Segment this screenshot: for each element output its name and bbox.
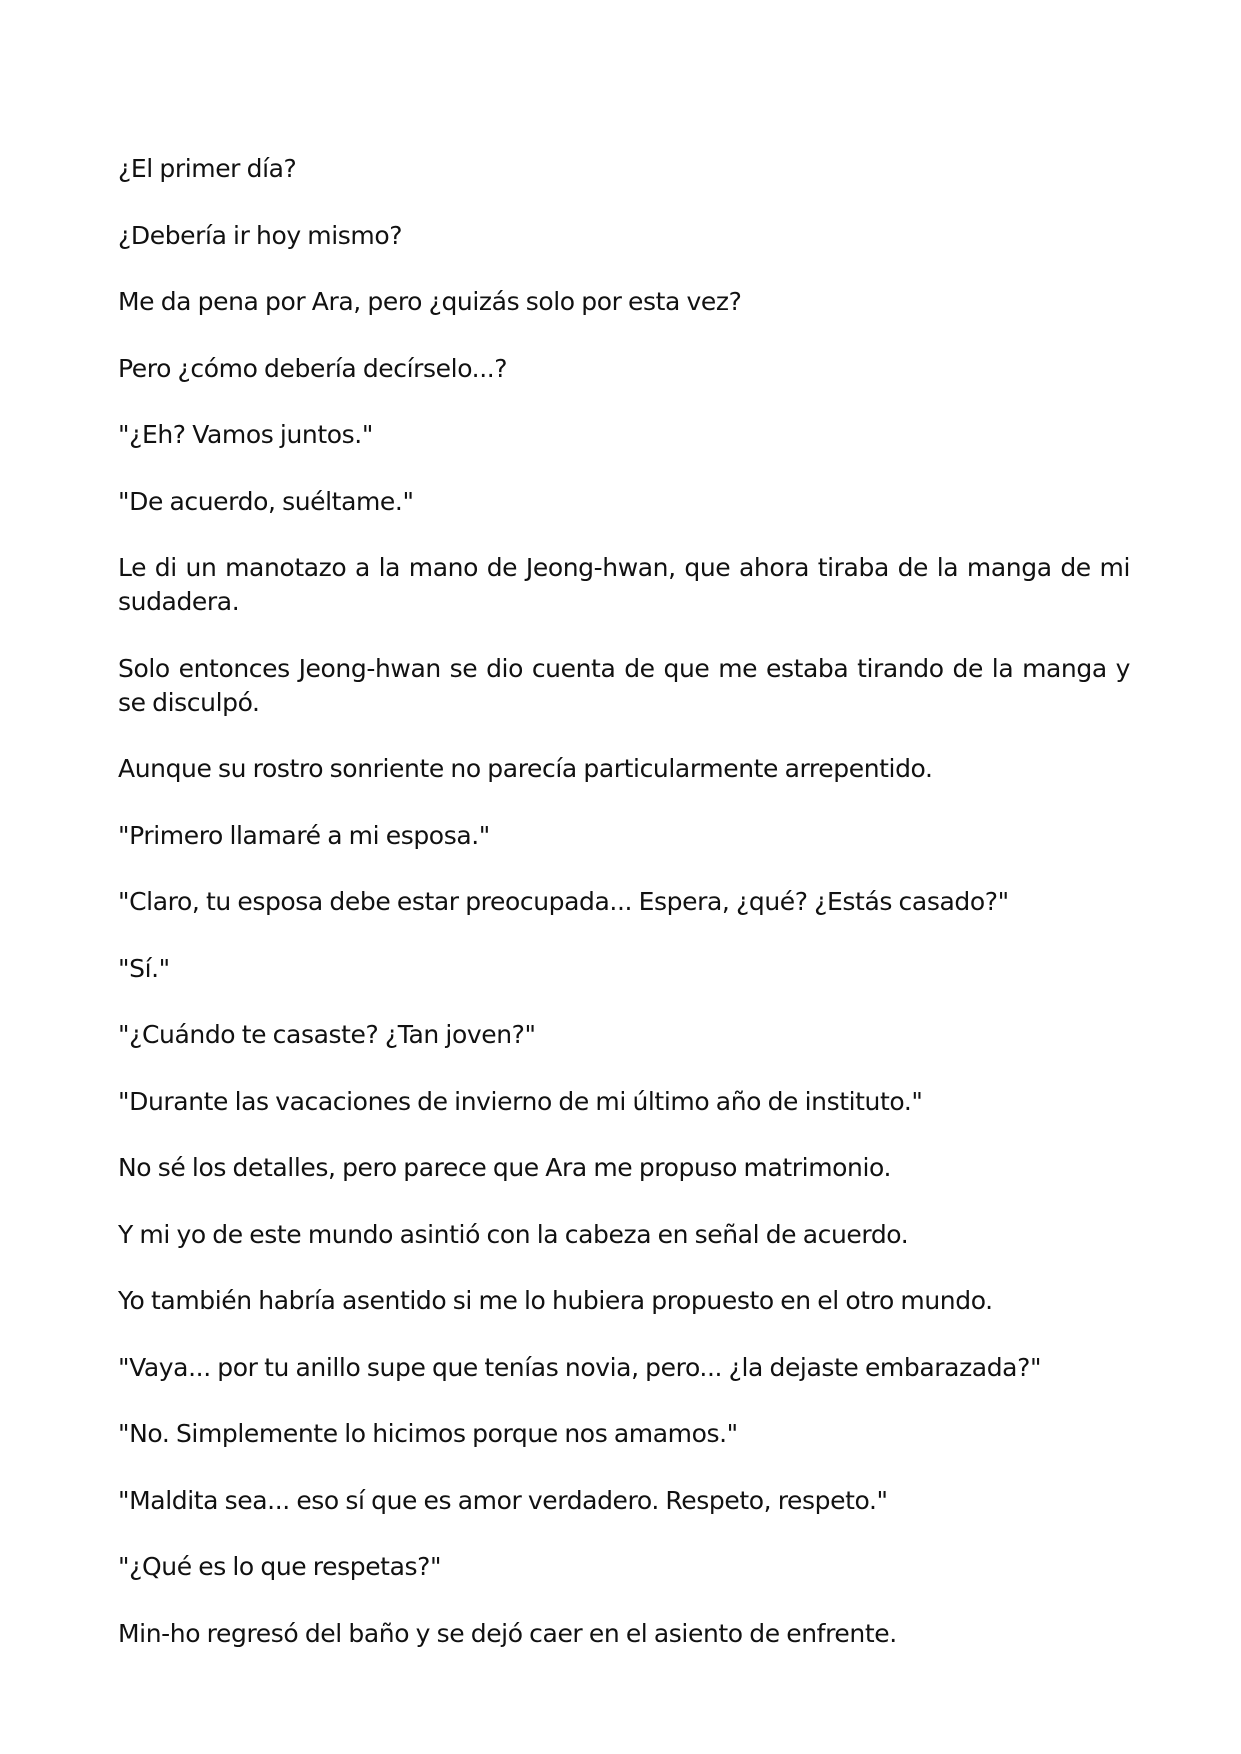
paragraph: Solo entonces Jeong-hwan se dio cuenta de que me estaba tirando de la manga y se disculpó. [118,653,1130,717]
paragraph: Y mi yo de este mundo asintió con la cabeza en señal de acuerdo. [118,1219,909,1249]
paragraph: "¿Eh? Vamos juntos." [118,420,373,449]
paragraph: "No. Simplemente lo hicimos porque nos amamos." [118,1419,738,1448]
paragraph: "Durante las vacaciones de invierno de mi último año de instituto." [118,1086,923,1116]
paragraph: "Primero llamaré a mi esposa." [118,820,490,850]
paragraph: "De acuerdo, suéltame." [118,486,414,516]
paragraph: Pero ¿cómo debería decírselo...? [118,353,508,383]
document-body [118,152,1130,1683]
paragraph: Min-ho regresó del baño y se dejó caer en el asiento de enfrente. [118,1618,897,1648]
paragraph: "Claro, tu esposa debe estar preocupada... Espera, ¿qué? ¿Estás casado?" [118,887,1009,916]
paragraph: Yo también habría asentido si me lo hubiera propuesto en el otro mundo. [118,1286,993,1315]
paragraph: "¿Qué es lo que respetas?" [118,1552,442,1581]
paragraph: ¿El primer día? [118,154,297,183]
paragraph: No sé los detalles, pero parece que Ara me propuso matrimonio. [118,1153,892,1182]
paragraph: Le di un manotazo a la mano de Jeong-hwan, que ahora tiraba de la manga de mi sudadera. [118,553,1130,616]
paragraph: "Vaya... por tu anillo supe que tenías novia, pero... ¿la dejaste embarazada?" [118,1352,1042,1382]
paragraph: "Sí." [118,953,170,983]
paragraph: Me da pena por Ara, pero ¿quizás solo por esta vez? [118,287,742,316]
paragraph: ¿Debería ir hoy mismo? [118,220,403,250]
paragraph: Aunque su rostro sonriente no parecía particularmente arrepentido. [118,754,933,783]
paragraph: "¿Cuándo te casaste? ¿Tan joven?" [118,1020,536,1049]
paragraph: "Maldita sea... eso sí que es amor verdadero. Respeto, respeto." [118,1485,888,1515]
